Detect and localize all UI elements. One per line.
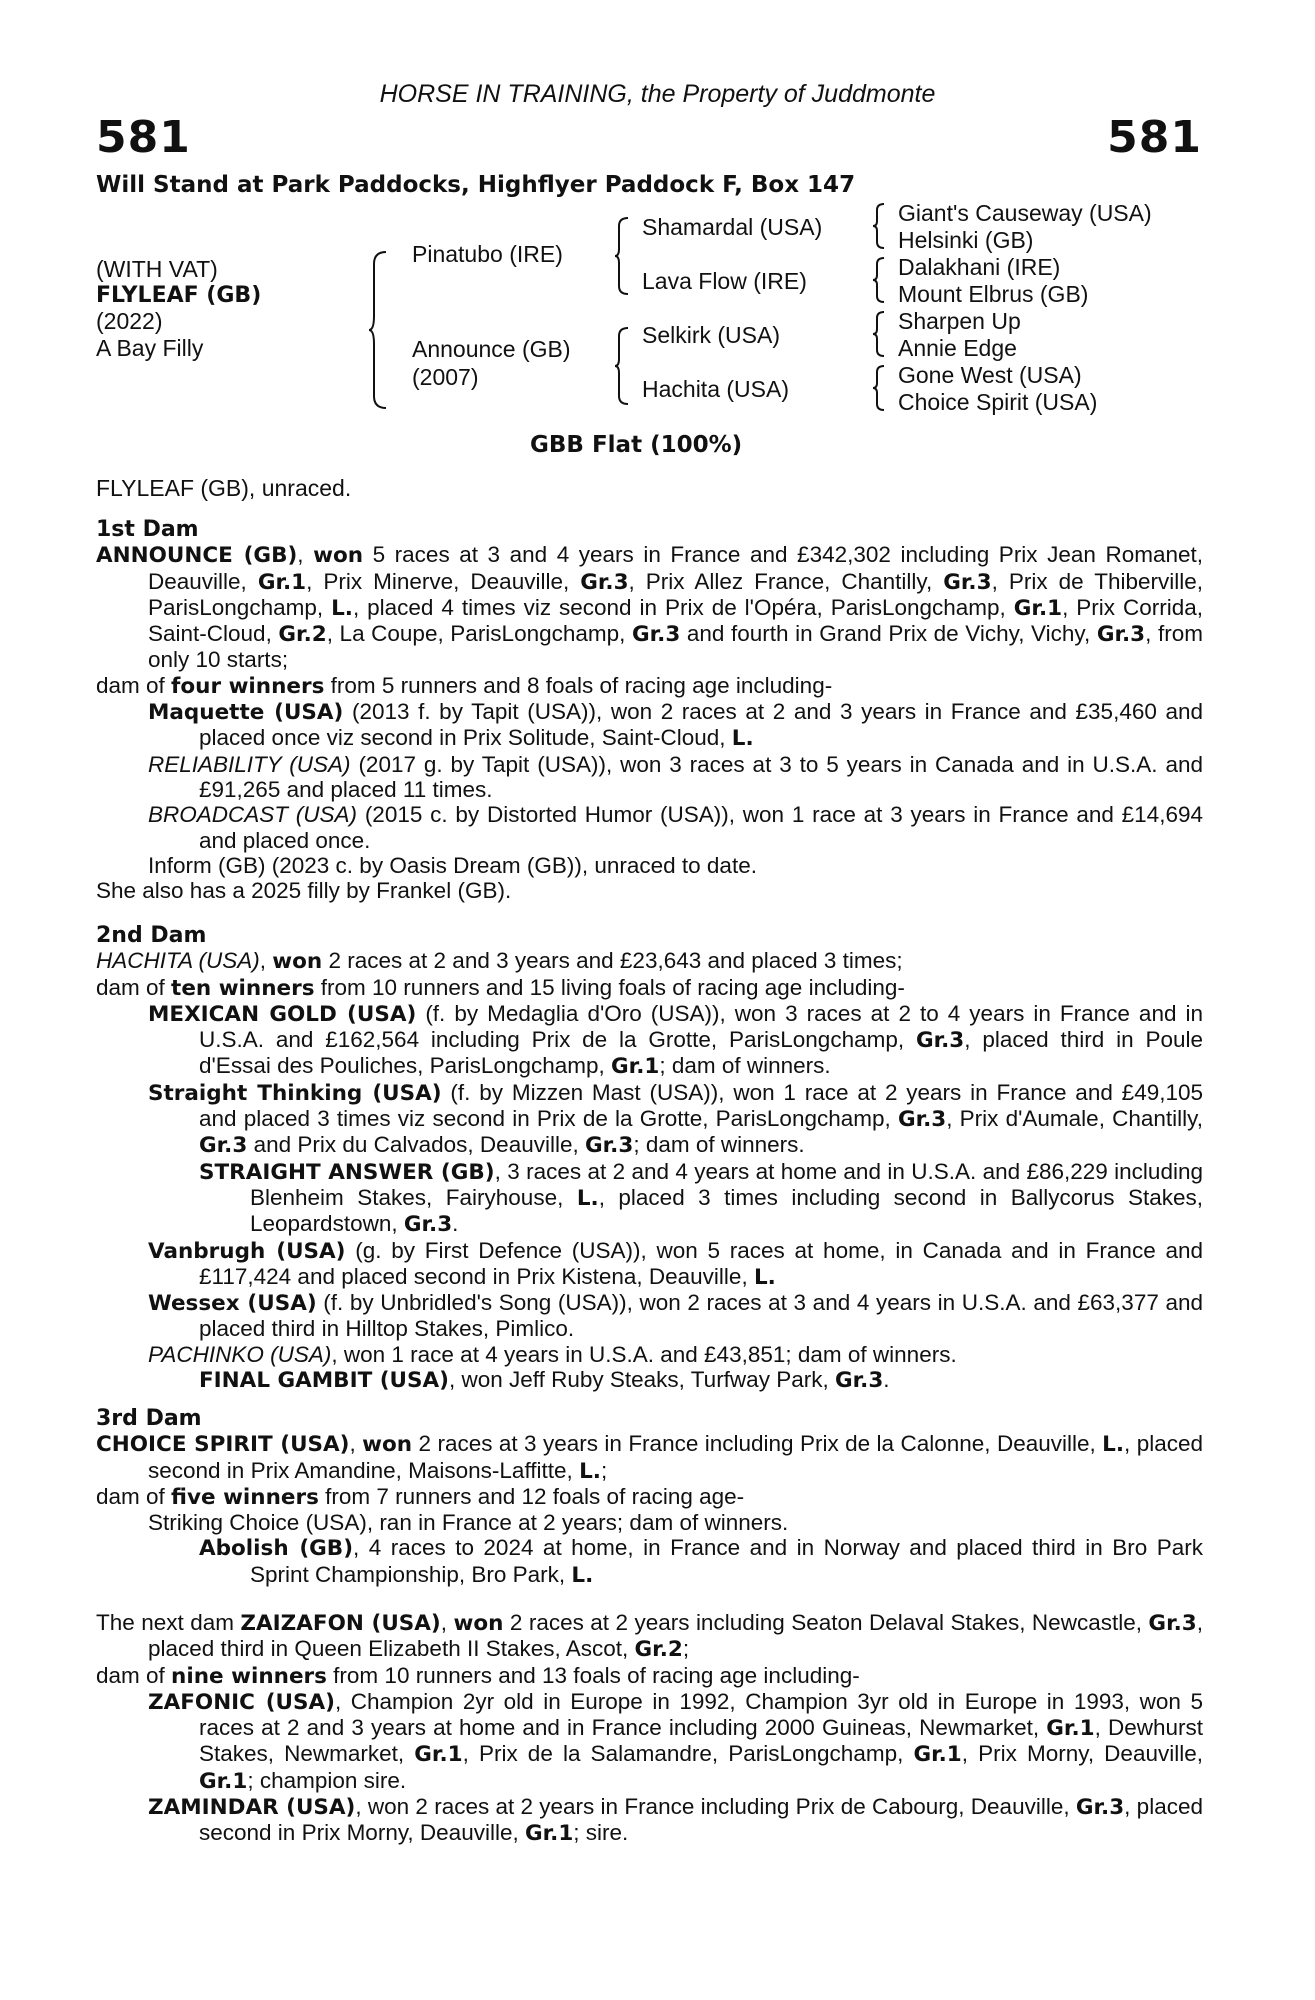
record-text: , La Coupe, ParisLongchamp, — [326, 621, 632, 647]
dam-record: ANNOUNCE (GB), won 5 races at 3 and 4 years in France and £342,302 including Prix Jean Romanet, Deauville, Gr.1, Prix Minerve, Deauville, Gr.3, Prix Allez France, Chantilly, Gr.3, Prix de Thiberville, ParisLongchamp, L., placed 4 times viz second in Prix de l'Opéra, ParisLongchamp, Gr.1, Prix Corrida, Saint-Cloud, Gr.2, La Coupe, ParisLongchamp, Gr.3 and fourth in Grand Prix de Vichy, Vichy, Gr.3, from only 10 starts; — [96, 542, 1204, 673]
progeny-name: Straight Thinking (USA) — [148, 1080, 442, 1106]
record-text: and fourth in Grand Prix de Vichy, Vichy, — [680, 621, 1097, 647]
progeny-name: Maquette (USA) — [148, 700, 344, 726]
dam-record — [96, 1431, 1203, 1484]
grade: L. — [576, 1185, 599, 1211]
progeny-name: Abolish (GB) — [199, 1536, 354, 1562]
record-text: , Dewhurst Stakes, Newmarket, — [199, 1715, 1203, 1767]
progeny-name: ZAFONIC (USA) — [148, 1689, 335, 1715]
grade: Gr.3 — [897, 1107, 947, 1133]
progeny-name: Vanbrugh (USA) — [148, 1238, 346, 1264]
record-text: , won 1 race at 4 years in U.S.A. and £43,851; dam of winners. — [331, 1341, 957, 1367]
text: The next dam — [96, 1610, 241, 1635]
winners-count: nine winners — [171, 1663, 327, 1689]
grade: Gr.2 — [278, 622, 327, 648]
grade: L. — [731, 726, 754, 752]
lot-number-right: 581 — [1107, 112, 1202, 163]
record-text: , placed second in Prix Amandine, Maisons-Laffitte, — [148, 1431, 1203, 1483]
pedigree-brace-sire — [614, 216, 630, 296]
ancestor-6: Annie Edge — [898, 335, 1017, 361]
grade: Gr.1 — [199, 1768, 248, 1794]
grade: L. — [753, 1264, 776, 1290]
won-label: won — [272, 949, 323, 975]
grade: Gr.1 — [524, 1821, 574, 1847]
second-dam-section — [96, 923, 1203, 1393]
winners-count: five winners — [171, 1484, 319, 1510]
text: , — [440, 1610, 454, 1635]
sire-name: Pinatubo (IRE) — [412, 241, 563, 267]
grade: L. — [571, 1562, 594, 1588]
pedigree-brace-g3-2 — [872, 256, 886, 304]
grade: Gr.3 — [1096, 622, 1146, 648]
grade: Gr.3 — [585, 1133, 634, 1159]
grade: Gr.3 — [943, 569, 992, 595]
record-text: , Prix Corrida, Saint-Cloud, — [148, 594, 1204, 647]
pedigree-brace-gen1 — [368, 250, 390, 410]
progeny-entry — [96, 1535, 1203, 1588]
won-label: won — [362, 1432, 413, 1458]
dam-name: ZAIZAFON (USA) — [240, 1611, 441, 1636]
text: from 7 runners and 12 foals of racing age- — [318, 1483, 745, 1509]
progeny-name: Wessex (USA) — [148, 1291, 317, 1317]
grade: Gr.1 — [1046, 1716, 1095, 1742]
grade: Gr.3 — [631, 622, 681, 648]
record-text: , won Jeff Ruby Steaks, Turfway Park, — [448, 1367, 835, 1393]
record-text: (2013 f. by Tapit (USA)), won 2 races at 2 and 3 years in France and £35,460 and placed once viz second in Prix Solitude, Saint-Cloud, — [199, 699, 1203, 751]
dam-dam: Hachita (USA) — [642, 376, 789, 402]
record-text: (f. by Mizzen Mast (USA)), won 1 race at 2 years in France and £49,105 and placed 3 times viz second in Prix de la Grotte, ParisLongchamp, — [199, 1079, 1204, 1132]
dam-of-line — [96, 1663, 1203, 1689]
progeny-name: RELIABILITY (USA) — [148, 751, 351, 777]
lot-number-left: 581 — [96, 112, 191, 163]
dam-name: HACHITA (USA) — [96, 948, 260, 974]
progeny-entry — [96, 1290, 1203, 1342]
rating-label: GBB Flat (100%) — [530, 432, 743, 458]
progeny-name: FINAL GAMBIT (USA) — [199, 1368, 449, 1394]
text: dam of — [96, 1662, 172, 1688]
record-text: 2 races at 2 years including Seaton Delaval Stakes, Newcastle, — [503, 1610, 1149, 1635]
record-text: (f. by Medaglia d'Oro (USA)), won 3 races at 2 to 4 years in France and in U.S.A. and £162,564 including Prix de la Grotte, ParisLongchamp, — [199, 1000, 1204, 1053]
record-text: ; — [600, 1457, 608, 1483]
progeny-entry: Inform (GB) (2023 c. by Oasis Dream (GB)), unraced to date. — [148, 852, 757, 878]
grade: Gr.3 — [915, 1028, 965, 1054]
text: from 10 runners and 13 foals of racing age including- — [326, 1662, 860, 1688]
text: , — [259, 948, 273, 974]
pedigree-brace-g3-1 — [872, 202, 886, 250]
record-text: ; sire. — [573, 1820, 629, 1846]
grade: L. — [331, 595, 353, 621]
grade: Gr.3 — [580, 569, 629, 595]
progeny-name: PACHINKO (USA) — [148, 1341, 332, 1367]
record-text: , from only 10 starts; — [148, 621, 1203, 673]
ancestor-5: Sharpen Up — [898, 308, 1021, 334]
ancestor-3: Dalakhani (IRE) — [898, 254, 1061, 280]
pedigree-brace-g3-3 — [872, 310, 886, 358]
record-text: (g. by First Defence (USA)), won 5 races at home, in Canada and in France and £117,424 and placed second in Prix Kistena, Deauville, — [199, 1237, 1203, 1289]
record-text: , 3 races at 2 and 4 years at home and in U.S.A. and £86,229 including Blenheim Stakes, Fairyhouse, — [250, 1158, 1203, 1210]
horse-name: FLYLEAF (GB) — [96, 283, 262, 308]
sire-dam: Lava Flow (IRE) — [642, 268, 807, 294]
record-text: and Prix du Calvados, Deauville, — [247, 1132, 585, 1158]
ancestor-1: Giant's Causeway (USA) — [898, 200, 1152, 226]
text: from 10 runners and 15 living foals of racing age including- — [314, 974, 905, 1000]
grade: Gr.1 — [257, 569, 307, 595]
progeny-entry — [96, 1159, 1203, 1238]
record-text: , Prix Minerve, Deauville, — [306, 568, 581, 594]
record-text: ; — [682, 1636, 690, 1662]
dam-of-line — [96, 975, 1203, 1001]
progeny-entry — [96, 1342, 1203, 1367]
third-dam-section — [96, 1406, 1203, 1588]
record-text: 2 races at 3 years in France including Prix de la Calonne, Deauville, — [412, 1431, 1103, 1457]
vat-label: (WITH VAT) — [96, 256, 218, 282]
progeny-entry — [96, 1080, 1203, 1159]
grade: Gr.3 — [834, 1368, 884, 1394]
grade: Gr.3 — [1148, 1611, 1197, 1636]
record-text: ; dam of winners. — [633, 1132, 805, 1158]
sire-sire: Shamardal (USA) — [642, 214, 823, 240]
winners-count: four winners — [171, 673, 325, 699]
won-label: won — [313, 543, 364, 569]
grade: Gr.1 — [1013, 595, 1063, 621]
record-text: , placed second in Prix Morny, Deauville, — [199, 1794, 1203, 1846]
record-text: , placed 4 times viz second in Prix de l'Opéra, ParisLongchamp, — [352, 594, 1014, 620]
grade: L. — [1102, 1432, 1125, 1458]
grade: L. — [579, 1458, 601, 1484]
record-text: (f. by Unbridled's Song (USA)), won 2 races at 3 and 4 years in U.S.A. and £63,377 and placed third in Hilltop Stakes, Pimlico. — [199, 1290, 1204, 1342]
text: . — [883, 1367, 890, 1393]
dam-year: (2007) — [412, 364, 479, 390]
dam-record — [96, 948, 1203, 974]
record-text: , placed third in Poule d'Essai des Pouliches, ParisLongchamp, — [199, 1027, 1204, 1079]
record-text: , placed 3 times including second in Ballycorus Stakes, Leopardstown, — [250, 1184, 1203, 1237]
grade: Gr.3 — [1075, 1795, 1125, 1821]
dam-of-line — [96, 1484, 1203, 1510]
pedigree-brace-dam — [614, 326, 630, 406]
winners-count: ten winners — [171, 975, 315, 1001]
horse-description: A Bay Filly — [96, 335, 204, 361]
record-text: 5 races at 3 and 4 years in France and £342,302 including Prix Jean Romanet, Deauville, — [148, 542, 1203, 594]
record-text: ; dam of winners. — [659, 1053, 831, 1079]
progeny-entry — [96, 1238, 1203, 1291]
record-text: , Prix Allez France, Chantilly, — [628, 568, 944, 594]
ancestor-4: Mount Elbrus (GB) — [898, 281, 1089, 307]
record-text: , won 2 races at 2 years in France including Prix de Cabourg, Deauville, — [355, 1794, 1076, 1820]
unraced-note: FLYLEAF (GB), unraced. — [96, 475, 352, 501]
ancestor-2: Helsinki (GB) — [898, 227, 1034, 253]
dam-name: ANNOUNCE (GB) — [96, 543, 298, 569]
section-heading: 1st Dam — [96, 517, 199, 542]
progeny-entry — [96, 1001, 1203, 1080]
record-text: . — [452, 1211, 459, 1237]
dam-of-line — [96, 673, 1203, 699]
progeny-entry — [96, 1689, 1203, 1794]
dam-name: Announce (GB) — [412, 336, 571, 362]
pedigree-brace-g3-4 — [872, 364, 886, 412]
stand-location: Will Stand at Park Paddocks, Highflyer Paddock F, Box 147 — [96, 172, 856, 198]
progeny-entry — [96, 1794, 1203, 1847]
grade: Gr.1 — [611, 1054, 660, 1080]
first-dam-section — [96, 517, 1203, 903]
record-text: , Prix Morny, Deauville, — [961, 1741, 1203, 1767]
progeny-entry: Striking Choice (USA), ran in France at 2 years; dam of winners. — [148, 1510, 789, 1536]
grade: Gr.1 — [913, 1742, 962, 1768]
progeny-entry — [96, 802, 1203, 853]
horse-year: (2022) — [96, 308, 163, 334]
text: dam of — [96, 974, 172, 1000]
grade: Gr.3 — [403, 1212, 453, 1238]
dam-sire: Selkirk (USA) — [642, 322, 781, 348]
progeny-entry — [96, 699, 1203, 752]
record-text: (2017 g. by Tapit (USA)), won 3 races at 3 to 5 years in Canada and in U.S.A. and £91,265 and placed 11 times. — [199, 751, 1203, 802]
record-text: (2015 c. by Distorted Humor (USA)), won 1 race at 3 years in France and £14,694 and placed once. — [199, 802, 1203, 853]
ancestor-7: Gone West (USA) — [898, 362, 1082, 388]
progeny-name: BROADCAST (USA) — [148, 802, 358, 828]
record-text: , placed third in Queen Elizabeth II Stakes, Ascot, — [148, 1610, 1203, 1662]
grade: Gr.1 — [414, 1742, 463, 1768]
section-heading: 3rd Dam — [96, 1406, 202, 1431]
text: from 5 runners and 8 foals of racing age including- — [324, 672, 833, 698]
grade: Gr.2 — [634, 1637, 683, 1663]
progeny-entry — [96, 752, 1203, 803]
record-text: 2 races at 2 and 3 years and £23,643 and placed 3 times; — [322, 948, 903, 974]
progeny-name: MEXICAN GOLD (USA) — [148, 1001, 417, 1027]
ancestor-8: Choice Spirit (USA) — [898, 389, 1098, 415]
record-text: ; champion sire. — [247, 1767, 407, 1793]
record-text: , Prix d'Aumale, Chantilly, — [946, 1106, 1203, 1132]
section-heading: 2nd Dam — [96, 923, 207, 948]
text: dam of — [96, 672, 172, 698]
record-text: , Prix de Thiberville, ParisLongchamp, — [148, 568, 1203, 620]
record-text: , Prix de la Salamandre, ParisLongchamp, — [462, 1741, 914, 1767]
next-dam-section — [96, 1610, 1203, 1847]
text: , — [349, 1431, 363, 1457]
grade: Gr.3 — [199, 1133, 248, 1159]
progeny-name: STRAIGHT ANSWER (GB) — [199, 1159, 495, 1185]
dam-name: CHOICE SPIRIT (USA) — [96, 1432, 350, 1458]
page-header-title: HORSE IN TRAINING, the Property of Juddmonte — [379, 80, 936, 108]
also-has-line: She also has a 2025 filly by Frankel (GB). — [96, 878, 512, 904]
progeny-name: ZAMINDAR (USA) — [148, 1795, 356, 1821]
text: dam of — [96, 1483, 172, 1509]
won-label: won — [453, 1611, 504, 1636]
record-text: , Champion 2yr old in Europe in 1992, Champion 3yr old in Europe in 1993, won 5 races at 2 and 3 years at home and in France including 2000 Guineas, Newmarket, — [199, 1688, 1203, 1741]
progeny-entry — [96, 1367, 1203, 1393]
record-text: , 4 races to 2024 at home, in France and in Norway and placed third in Bro Park Sprint Championship, Bro Park, — [250, 1535, 1203, 1587]
dam-record — [96, 1610, 1203, 1663]
